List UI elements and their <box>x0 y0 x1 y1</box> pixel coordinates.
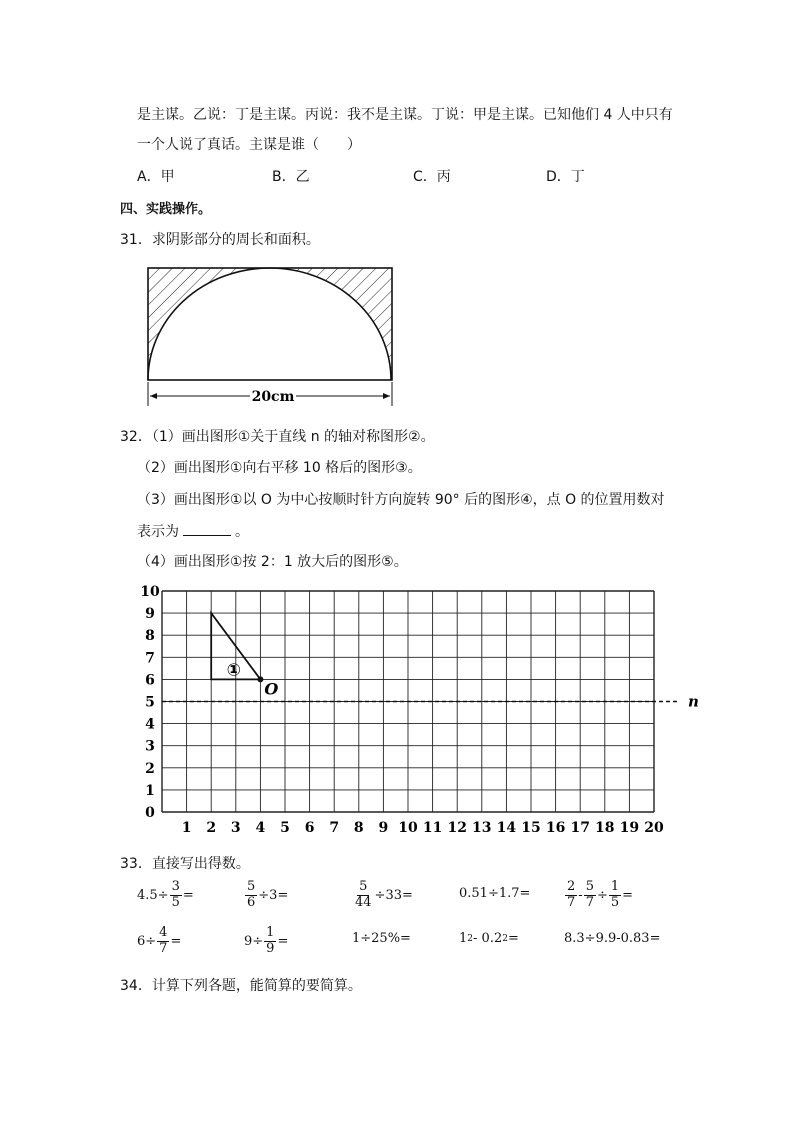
expr-1-5 <box>564 880 633 911</box>
q30-line1: 是主谋。乙说：丁是主谋。丙说：我不是主谋。丁说：甲是主谋。已知他们 4 人中只有 <box>137 107 673 123</box>
x-tick-label: 8 <box>353 820 364 836</box>
expr-text: 9÷ <box>244 933 264 949</box>
expr-text: - 0.2 <box>473 931 503 946</box>
expr-text: ÷ <box>596 887 608 903</box>
expr-text: 8.3÷9.9-0.83= <box>564 931 661 946</box>
x-tick-label: 13 <box>472 820 492 836</box>
q30-option-c: C．丙 <box>413 169 451 185</box>
x-tick-label: 16 <box>545 820 566 836</box>
expr-2-4 <box>459 931 519 946</box>
exponent: 2 <box>502 933 508 944</box>
fraction: $\frac{4}{7}$ <box>159 925 168 956</box>
y-tick-label: 5 <box>145 694 155 711</box>
expr-text: ÷33= <box>374 887 413 903</box>
y-tick-label: 8 <box>145 628 155 645</box>
fraction: $\frac{5}{6}$ <box>247 879 256 910</box>
y-tick-label: 4 <box>145 716 155 733</box>
point-o-label: O <box>264 679 279 699</box>
x-tick-label: 1 <box>181 820 192 836</box>
x-tick-label: 6 <box>304 820 315 836</box>
semicircle-figure <box>140 262 400 408</box>
y-tick-label: 0 <box>145 805 155 821</box>
answer-blank[interactable] <box>183 523 231 536</box>
dimension-label: 20cm <box>251 389 295 405</box>
y-tick-label: 7 <box>145 650 155 667</box>
q30-option-d: D．丁 <box>546 169 585 185</box>
y-tick-label: 10 <box>140 584 160 600</box>
q32-part3-suffix: 。 <box>235 524 249 540</box>
fraction: $\frac{5}{7}$ <box>585 879 594 910</box>
fraction: $\frac{5}{44}$ <box>355 879 372 910</box>
x-tick-label: 7 <box>329 820 340 836</box>
expr-text: 6÷ <box>137 933 157 949</box>
x-tick-label: 3 <box>230 820 241 836</box>
x-tick-label: 12 <box>447 820 467 836</box>
fraction: $\frac{3}{5}$ <box>171 879 180 910</box>
x-tick-label: 11 <box>422 820 443 836</box>
x-tick-label: 5 <box>280 820 290 836</box>
line-n-label: n <box>688 692 699 711</box>
exponent: 2 <box>467 933 474 944</box>
expr-text: 1 <box>459 931 468 946</box>
expr-1-4 <box>459 886 530 901</box>
expr-1-1 <box>137 880 194 911</box>
expr-1-2 <box>244 880 288 911</box>
expr-2-1 <box>137 926 181 957</box>
y-tick-label: 9 <box>145 606 155 623</box>
q32-part3-prefix: 表示为 <box>137 524 179 540</box>
shaded-region <box>148 268 392 380</box>
expr-text: 4.5÷ <box>137 887 169 903</box>
q32-part1: 32．（1）画出图形①关于直线 n 的轴对称图形②。 <box>120 429 435 445</box>
x-tick-label: 18 <box>595 820 615 836</box>
expr-text: = <box>277 933 289 949</box>
x-tick-label: 4 <box>255 820 266 836</box>
fraction: $\frac{1}{9}$ <box>266 925 275 956</box>
y-tick-label: 1 <box>145 782 155 799</box>
q32-part3-answer <box>137 521 249 541</box>
x-tick-label: 19 <box>619 820 640 836</box>
x-tick-label: 9 <box>378 820 389 836</box>
y-tick-label: 2 <box>145 760 155 777</box>
shape-label: ① <box>226 660 242 681</box>
expr-text: = <box>507 931 519 946</box>
expr-text: 0.51÷1.7= <box>459 886 531 901</box>
x-tick-label: 14 <box>496 820 517 836</box>
expr-text: ÷3= <box>258 887 289 903</box>
point-o <box>257 676 263 682</box>
coordinate-grid <box>130 580 700 842</box>
q31-prompt: 31．求阴影部分的周长和面积。 <box>120 232 320 248</box>
q33-prompt: 33．直接写出得数。 <box>120 856 250 872</box>
q32-part4: （4）画出图形①按 2：1 放大后的图形⑤。 <box>137 554 408 570</box>
q30-option-b: B．乙 <box>272 169 310 185</box>
q30-option-a: A．甲 <box>137 169 175 185</box>
fraction: $\frac{2}{7}$ <box>567 879 576 910</box>
x-tick-label: 15 <box>521 820 541 836</box>
expr-text: 1÷25%= <box>352 931 411 946</box>
x-tick-label: 20 <box>644 820 664 836</box>
expr-2-2 <box>244 926 288 957</box>
expr-text: = <box>170 933 182 949</box>
q32-part2: （2）画出图形①向右平移 10 格后的图形③。 <box>137 460 422 476</box>
expr-text: = <box>622 887 634 903</box>
q32-part3: （3）画出图形①以 O 为中心按顺时针方向旋转 90° 后的图形④，点 O 的位置用数对 <box>137 492 665 508</box>
q30-line2: 一个人说了真话。主谋是谁（ ） <box>137 137 361 153</box>
expr-2-5 <box>564 931 660 946</box>
expr-2-3 <box>352 931 411 946</box>
y-tick-label: 6 <box>145 672 155 689</box>
fraction: $\frac{1}{5}$ <box>610 879 620 910</box>
x-tick-label: 17 <box>570 820 590 836</box>
section-heading: 四、实践操作。 <box>120 202 212 217</box>
q34-prompt: 34．计算下列各题，能简算的要简算。 <box>120 978 362 994</box>
x-tick-label: 2 <box>206 820 217 836</box>
y-tick-label: 3 <box>145 738 155 755</box>
expr-text: = <box>182 887 194 903</box>
expr-text: - <box>578 887 583 903</box>
x-tick-label: 10 <box>398 820 418 836</box>
expr-1-3 <box>352 880 413 911</box>
